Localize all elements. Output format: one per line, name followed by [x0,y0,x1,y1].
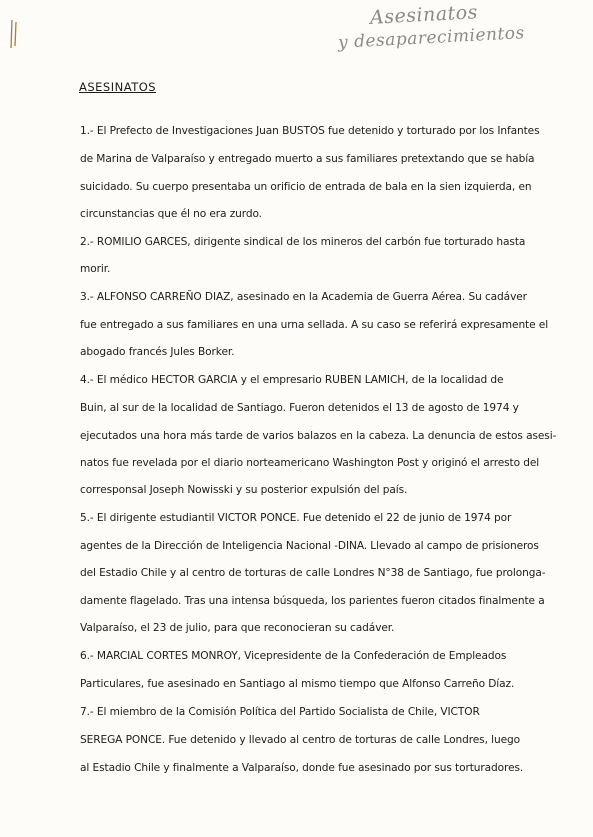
entry-line: 4.- El médico HECTOR GARCIA y el empresario RUBEN LAMICH, de la localidad de [80,374,504,386]
handwritten-annotation-line-1: Asesinatos [369,1,479,29]
entry-line: suicidado. Su cuerpo presentaba un orificio de entrada de bala en la sien izquierda, en [80,181,532,193]
margin-pencil-mark [9,18,19,50]
document-title: ASESINATOS [79,80,157,94]
entry-line: del Estadio Chile y al centro de torturas de calle Londres N°38 de Santiago, fue prolonga- [80,567,546,579]
entry-line: 1.- El Prefecto de Investigaciones Juan BUSTOS fue detenido y torturado por los Infantes [80,125,540,137]
entry-line: 6.- MARCIAL CORTES MONROY, Vicepresidente de la Confederación de Empleados [80,650,507,662]
entry-line: Valparaíso, el 23 de julio, para que reconocieran su cadáver. [80,622,395,634]
handwritten-annotation-line-2: y desaparecimientos [337,23,526,53]
entry-line: de Marina de Valparaíso y entregado muerto a sus familiares pretextando que se había [80,153,535,165]
entry-line: Particulares, fue asesinado en Santiago al mismo tiempo que Alfonso Carreño Díaz. [80,678,515,690]
entry-line: 5.- El dirigente estudiantil VICTOR PONCE. Fue detenido el 22 de junio de 1974 por [80,512,512,524]
entry-line: morir. [80,263,111,275]
entry-line: circunstancias que él no era zurdo. [80,208,262,220]
entry-line: natos fue revelada por el diario norteamericano Washington Post y originó el arresto del [80,457,540,469]
entry-line: fue entregado a sus familiares en una urna sellada. A su caso se referirá expresamente el [80,319,549,331]
entry-line: 3.- ALFONSO CARREÑO DIAZ, asesinado en la Academia de Guerra Aérea. Su cadáver [80,291,527,303]
entry-line: SEREGA PONCE. Fue detenido y llevado al centro de torturas de calle Londres, luego [80,734,521,746]
entry-line: abogado francés Jules Borker. [80,346,235,358]
entry-line: 2.- ROMILIO GARCES, dirigente sindical de los mineros del carbón fue torturado hasta [80,236,526,248]
entry-line: ejecutados una hora más tarde de varios balazos en la cabeza. La denuncia de estos asesi- [80,430,557,442]
entry-line: corresponsal Joseph Nowisski y su posterior expulsión del país. [80,484,408,496]
entry-line: 7.- El miembro de la Comisión Política del Partido Socialista de Chile, VICTOR [80,706,480,718]
entry-line: damente flagelado. Tras una intensa búsqueda, los parientes fueron citados finalmente a [80,595,545,607]
entry-line: al Estadio Chile y finalmente a Valparaíso, donde fue asesinado por sus torturadores. [80,762,524,774]
entry-line: Buin, al sur de la localidad de Santiago. Fueron detenidos el 13 de agosto de 1974 y [80,402,519,414]
entry-line: agentes de la Dirección de Inteligencia Nacional -DINA. Llevado al campo de prisioneros [80,540,539,552]
